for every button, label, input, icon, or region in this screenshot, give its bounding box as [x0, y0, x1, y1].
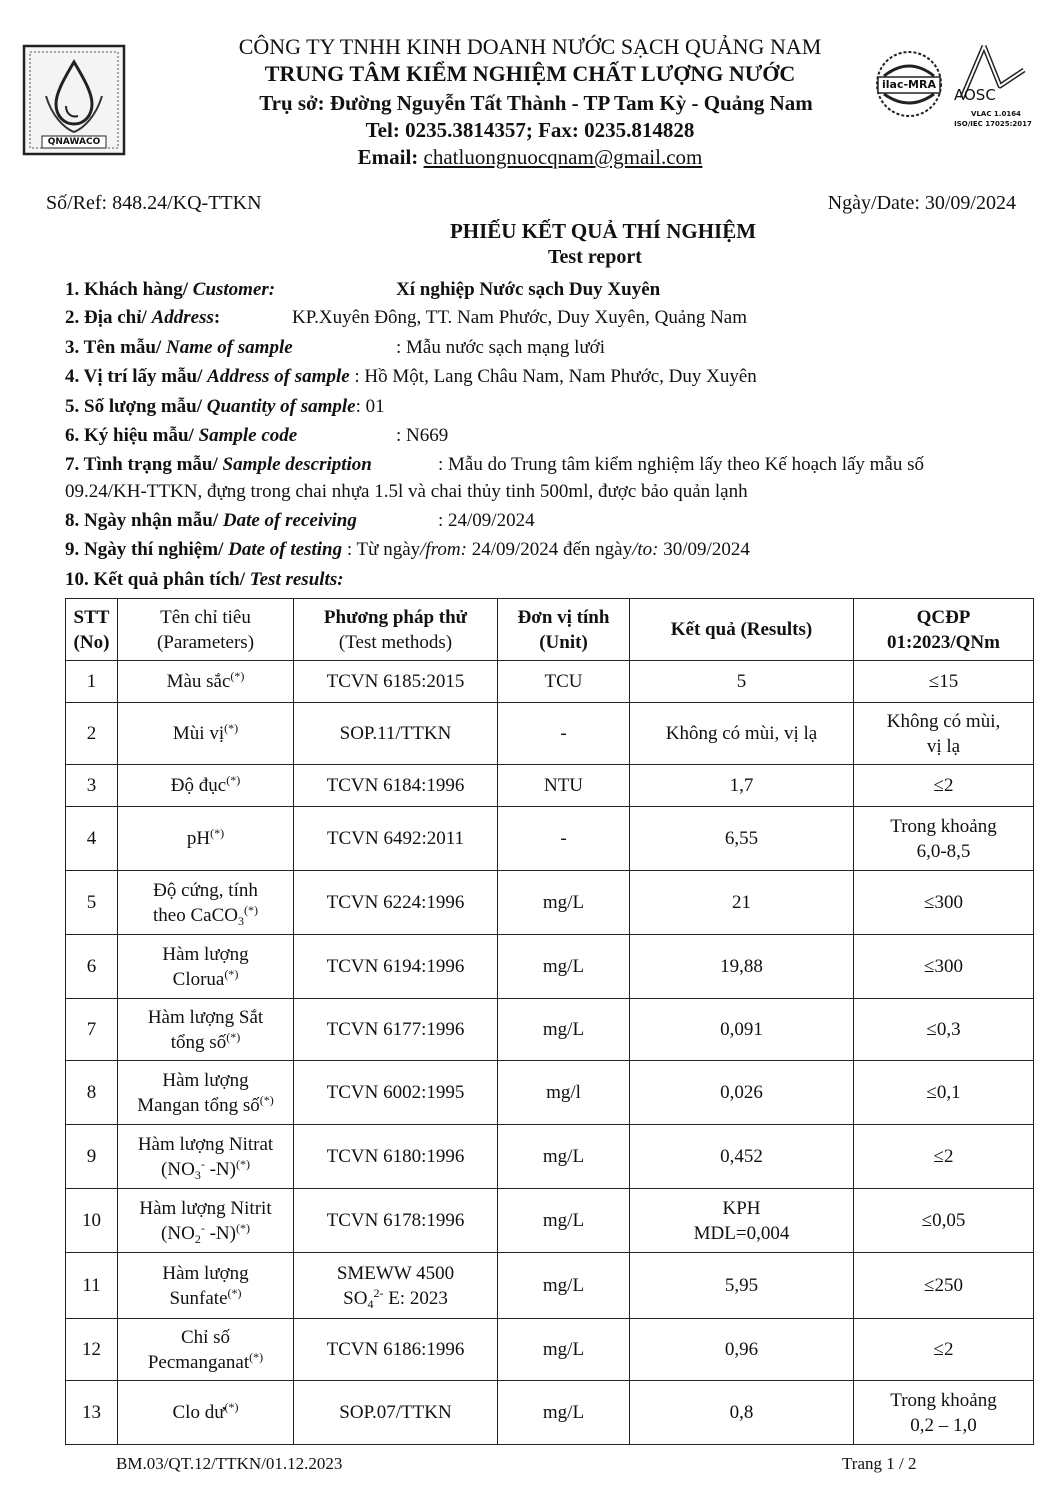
- header-no: [66, 599, 118, 661]
- testing-date-label-en: Date of testing: [228, 539, 343, 560]
- receiving-date-row: [65, 510, 535, 532]
- sample-description-label: 7. Tình trạng mẫu/: [65, 454, 223, 475]
- subscript-text: 3: [194, 1167, 201, 1182]
- header-parameters: [118, 599, 294, 661]
- customer-row: [65, 279, 661, 301]
- cell-unit: mg/L: [498, 1381, 630, 1445]
- cell-unit: mg/L: [498, 1253, 630, 1319]
- table-header-row: [66, 599, 1034, 661]
- cell-no: 6: [66, 935, 118, 999]
- cell-result: 5,95: [630, 1253, 854, 1319]
- report-date: Ngày/Date: 30/09/2024: [827, 192, 1016, 214]
- testing-date-label: 9. Ngày thí nghiệm/: [65, 539, 229, 560]
- table-row: [66, 1381, 1034, 1445]
- center-phone: Tel: 0235.3814357; Fax: 0235.814828: [365, 118, 695, 142]
- results-table: [65, 598, 1034, 1445]
- cell-method: TCVN 6224:1996: [294, 871, 498, 935]
- cell-unit: -: [498, 807, 630, 871]
- cell-text: Màu sắc: [166, 671, 231, 692]
- receiving-date-label: 8. Ngày nhận mẫu/: [65, 510, 223, 531]
- sample-quantity-row: [65, 396, 385, 418]
- center-email: [0, 145, 1060, 170]
- table-row: [66, 871, 1034, 935]
- cell-parameter: [118, 935, 294, 999]
- header-methods: [294, 599, 498, 661]
- report-title: PHIẾU KẾT QUẢ THÍ NGHIỆM: [449, 219, 757, 243]
- superscript-text: (*): [226, 773, 241, 787]
- superscript-text: (*): [226, 1029, 241, 1044]
- sample-quantity-label: 5. Số lượng mẫu/: [65, 396, 207, 417]
- cell-result: 1,7: [630, 765, 854, 807]
- sample-quantity-label-en: Quantity of sample: [206, 396, 356, 417]
- cell-text: Chỉ số: [180, 1326, 231, 1348]
- cell-method: SOP.07/TTKN: [294, 1381, 498, 1445]
- cell-text: Tên chỉ tiêu: [160, 606, 251, 628]
- cell-text: Không có mùi,: [886, 710, 1001, 732]
- cell-text: Pecmanganat: [147, 1351, 250, 1373]
- cell-text: (Unit): [539, 631, 588, 653]
- cell-text: -N): [204, 1158, 236, 1180]
- cell-result: 0,091: [630, 999, 854, 1061]
- sample-code-row: [65, 425, 449, 447]
- subscript-text: 3: [237, 913, 244, 928]
- cell-text: 01:2023/QNm: [887, 631, 1000, 653]
- cell-parameter: [118, 703, 294, 765]
- cell-no: 12: [66, 1319, 118, 1381]
- customer-label-en: Customer:: [192, 279, 276, 300]
- cell-parameter: [118, 1061, 294, 1125]
- sample-code-label: 6. Ký hiệu mẫu/: [65, 425, 199, 446]
- address-value: KP.Xuyên Đông, TT. Nam Phước, Duy Xuyên, Quảng Nam: [292, 307, 748, 328]
- cell-text: tổng số: [170, 1031, 227, 1053]
- cell-method: TCVN 6002:1995: [294, 1061, 498, 1125]
- cell-method: TCVN 6185:2015: [294, 661, 498, 703]
- cell-no: 2: [66, 703, 118, 765]
- sample-name-row: [65, 337, 606, 359]
- header-results: [630, 599, 854, 661]
- cell-parameter: [118, 871, 294, 935]
- cell-no: 3: [66, 765, 118, 807]
- superscript-text: (*): [210, 826, 225, 840]
- sample-name-label-en: Name of sample: [166, 337, 293, 358]
- cell-no: 9: [66, 1125, 118, 1189]
- sample-location-label-en: Address of sample: [207, 366, 350, 387]
- logo-text: QNAWACO: [47, 137, 101, 147]
- cell-method: [294, 1253, 498, 1319]
- cell-text: (NO: [161, 1222, 195, 1244]
- cell-standard: [854, 703, 1034, 765]
- cell-unit: mg/l: [498, 1061, 630, 1125]
- table-row: [66, 703, 1034, 765]
- address-row: 2. Địa chỉ/ Address: KP.Xuyên Đông, TT. Nam Phước, Duy Xuyên, Quảng Nam: [65, 307, 748, 328]
- cell-text: -N): [204, 1222, 236, 1244]
- cell-text: (NO: [161, 1158, 195, 1180]
- cell-result: 0,026: [630, 1061, 854, 1125]
- cell-no: 13: [66, 1381, 118, 1445]
- cell-text: Hàm lượng Nitrit: [139, 1197, 272, 1219]
- receiving-date-label-en: Date of receiving: [222, 510, 357, 531]
- header-standard: [854, 599, 1034, 661]
- cell-standard: ≤300: [854, 935, 1034, 999]
- superscript-text: (*): [235, 1156, 250, 1171]
- receiving-date-value: : 24/09/2024: [438, 510, 535, 531]
- cell-result: 19,88: [630, 935, 854, 999]
- cell-unit: mg/L: [498, 1189, 630, 1253]
- cell-text: Hàm lượng Nitrat: [137, 1133, 274, 1155]
- cell-text: Mùi vị: [172, 723, 225, 744]
- cell-standard: ≤2: [854, 765, 1034, 807]
- cell-no: 4: [66, 807, 118, 871]
- sample-description-label-en: Sample description: [222, 454, 372, 475]
- testing-date-value-e: 30/09/2024: [658, 539, 750, 560]
- superscript-text: (*): [224, 966, 239, 981]
- table-row: [66, 1253, 1034, 1319]
- superscript-text: (*): [230, 669, 245, 683]
- cell-text: vị lạ: [926, 735, 961, 757]
- cell-text: Hàm lượng Sắt: [147, 1006, 264, 1028]
- cell-text: SO: [343, 1287, 368, 1309]
- sample-location-value: : Hồ Một, Lang Châu Nam, Nam Phước, Duy Xuyên: [349, 366, 757, 387]
- cell-unit: mg/L: [498, 1319, 630, 1381]
- table-row: [66, 661, 1034, 703]
- subscript-text: 2: [194, 1231, 201, 1246]
- sample-quantity-value: : 01: [355, 396, 385, 417]
- cell-parameter: [118, 1381, 294, 1445]
- testing-date-value-b: /from:: [420, 539, 467, 560]
- table-row: [66, 999, 1034, 1061]
- cell-text: SMEWW 4500: [336, 1262, 455, 1284]
- cell-parameter: [118, 765, 294, 807]
- cell-text: Phương pháp thử: [323, 606, 468, 628]
- cell-text: Đơn vị tính: [517, 606, 610, 628]
- cell-standard: ≤300: [854, 871, 1034, 935]
- cell-text: STT: [73, 606, 110, 628]
- cell-method: TCVN 6194:1996: [294, 935, 498, 999]
- cell-no: 1: [66, 661, 118, 703]
- results-label-en: Test results:: [249, 569, 344, 590]
- cell-standard: ≤2: [854, 1319, 1034, 1381]
- header-unit: [498, 599, 630, 661]
- cell-unit: mg/L: [498, 999, 630, 1061]
- cell-text: Sunfate: [169, 1287, 228, 1309]
- cell-no: 7: [66, 999, 118, 1061]
- testing-date-value-d: /to:: [632, 539, 659, 560]
- table-row: [66, 1125, 1034, 1189]
- sample-name-label: 3. Tên mẫu/: [65, 337, 167, 358]
- cell-text: (No): [73, 631, 110, 653]
- ilac-mra-text: ilac-MRA: [882, 78, 936, 91]
- subscript-text: 4: [367, 1296, 374, 1311]
- table-row: [66, 765, 1034, 807]
- cell-text: KPH: [722, 1197, 761, 1219]
- cell-text: Trong khoảng: [890, 815, 997, 837]
- cell-text: Hàm lượng: [162, 1069, 249, 1091]
- results-label: 10. Kết quả phân tích/: [65, 569, 250, 590]
- form-code: BM.03/QT.12/TTKN/01.12.2023: [116, 1454, 343, 1473]
- cell-text: theo CaCO: [153, 904, 238, 926]
- cell-text: Clo dư: [172, 1402, 225, 1423]
- cell-parameter: [118, 1125, 294, 1189]
- customer-label: 1. Khách hàng/: [65, 279, 193, 300]
- superscript-text: (*): [259, 1092, 274, 1107]
- sample-name-value: : Mẫu nước sạch mạng lưới: [396, 337, 606, 358]
- cell-unit: mg/L: [498, 1125, 630, 1189]
- cell-text: (Parameters): [156, 631, 255, 653]
- cell-parameter: [118, 999, 294, 1061]
- cell-method: TCVN 6184:1996: [294, 765, 498, 807]
- cell-unit: mg/L: [498, 935, 630, 999]
- cell-standard: ≤2: [854, 1125, 1034, 1189]
- cell-standard: ≤0,1: [854, 1061, 1034, 1125]
- superscript-text: -: [200, 1156, 205, 1171]
- superscript-text: (*): [243, 902, 258, 917]
- cell-text: MDL=0,004: [693, 1222, 790, 1244]
- cell-text: 0,2 – 1,0: [910, 1414, 977, 1436]
- superscript-text: (*): [235, 1220, 250, 1235]
- table-row: [66, 1061, 1034, 1125]
- table-row: [66, 807, 1034, 871]
- cell-unit: NTU: [498, 765, 630, 807]
- sample-description-value: : Mẫu do Trung tâm kiểm nghiệm lấy theo Kế hoạch lấy mẫu số: [438, 454, 925, 475]
- cell-unit: -: [498, 703, 630, 765]
- page-number: Trang 1 / 2: [842, 1454, 917, 1473]
- sample-code-label-en: Sample code: [198, 425, 298, 446]
- cell-parameter: [118, 1189, 294, 1253]
- table-row: [66, 1319, 1034, 1381]
- superscript-text: -: [200, 1220, 205, 1235]
- cell-text: Độ đục: [170, 775, 227, 796]
- cell-text: Độ cứng, tính: [153, 879, 258, 901]
- cell-standard: ≤0,3: [854, 999, 1034, 1061]
- superscript-text: (*): [224, 1400, 239, 1414]
- cell-method: TCVN 6186:1996: [294, 1319, 498, 1381]
- cell-text: E: 2023: [383, 1287, 448, 1309]
- cell-no: 10: [66, 1189, 118, 1253]
- cell-text: QCĐP: [916, 606, 971, 628]
- cell-text: 6,0-8,5: [916, 840, 971, 862]
- iso-standard: ISO/IEC 17025:2017: [954, 120, 1032, 128]
- cell-method: TCVN 6178:1996: [294, 1189, 498, 1253]
- sample-code-value: : N669: [396, 425, 449, 446]
- cell-method: SOP.11/TTKN: [294, 703, 498, 765]
- customer-value: Xí nghiệp Nước sạch Duy Xuyên: [396, 279, 661, 300]
- cell-standard: [854, 1381, 1034, 1445]
- email-link[interactable]: chatluongnuocqnam@gmail.com: [423, 145, 703, 169]
- testing-date-value-a: : Từ ngày: [342, 539, 421, 560]
- cell-text: Kết quả (Results): [670, 619, 813, 640]
- cell-method: TCVN 6177:1996: [294, 999, 498, 1061]
- center-name: TRUNG TÂM KIỂM NGHIỆM CHẤT LƯỢNG NƯỚC: [264, 61, 796, 86]
- cell-result: [630, 1189, 854, 1253]
- cell-parameter: [118, 1253, 294, 1319]
- cell-text: Hàm lượng: [162, 1262, 249, 1284]
- cell-unit: TCU: [498, 661, 630, 703]
- table-row: [66, 935, 1034, 999]
- sample-description-row: [65, 454, 925, 476]
- cell-result: 5: [630, 661, 854, 703]
- cell-text: Mangan tổng số: [137, 1094, 260, 1116]
- cell-standard: ≤0,05: [854, 1189, 1034, 1253]
- cell-method: TCVN 6180:1996: [294, 1125, 498, 1189]
- cell-result: 6,55: [630, 807, 854, 871]
- cell-parameter: [118, 1319, 294, 1381]
- cell-no: 5: [66, 871, 118, 935]
- cell-text: Clorua: [172, 968, 225, 990]
- table-row: [66, 1189, 1034, 1253]
- cell-result: 0,8: [630, 1381, 854, 1445]
- cell-text: Trong khoảng: [890, 1389, 997, 1411]
- superscript-text: (*): [227, 1285, 242, 1300]
- aosc-text: AOSC: [954, 86, 996, 104]
- cell-standard: ≤15: [854, 661, 1034, 703]
- cell-result: 0,96: [630, 1319, 854, 1381]
- testing-date-value-c: 24/09/2024 đến ngày: [466, 539, 633, 560]
- sample-location-label: 4. Vị trí lấy mẫu/: [65, 366, 208, 387]
- address-label: 2. Địa chỉ/: [65, 307, 152, 328]
- cell-unit: mg/L: [498, 871, 630, 935]
- cell-no: 11: [66, 1253, 118, 1319]
- superscript-text: 2-: [373, 1285, 384, 1300]
- cell-no: 8: [66, 1061, 118, 1125]
- cell-result: 0,452: [630, 1125, 854, 1189]
- cell-text: pH: [186, 828, 211, 849]
- cell-text: (Test methods): [338, 631, 453, 653]
- vilas-code: VLAC 1.0164: [971, 110, 1021, 118]
- cell-method: TCVN 6492:2011: [294, 807, 498, 871]
- sample-description-continued: 09.24/KH-TTKN, đựng trong chai nhựa 1.5l và chai thủy tinh 500ml, được bảo quản lạnh: [65, 481, 748, 502]
- cell-parameter: [118, 807, 294, 871]
- cell-standard: ≤250: [854, 1253, 1034, 1319]
- testing-date-row: [65, 539, 750, 561]
- reference-number: Số/Ref: 848.24/KQ-TTKN: [46, 192, 262, 214]
- superscript-text: (*): [224, 721, 239, 735]
- company-name: CÔNG TY TNHH KINH DOANH NƯỚC SẠCH QUẢNG NAM: [238, 34, 822, 59]
- cell-standard: [854, 807, 1034, 871]
- sample-location-row: [65, 366, 757, 388]
- cell-result: Không có mùi, vị lạ: [630, 703, 854, 765]
- results-heading: [65, 569, 344, 591]
- cell-result: 21: [630, 871, 854, 935]
- superscript-text: (*): [249, 1349, 264, 1364]
- center-address: Trụ sở: Đường Nguyễn Tất Thành - TP Tam Kỳ - Quảng Nam: [259, 91, 813, 115]
- cell-text: Hàm lượng: [162, 943, 249, 965]
- email-label: Email:: [357, 145, 424, 169]
- cell-parameter: [118, 661, 294, 703]
- address-label-en: Address: [151, 307, 214, 328]
- report-subtitle: Test report: [548, 246, 642, 268]
